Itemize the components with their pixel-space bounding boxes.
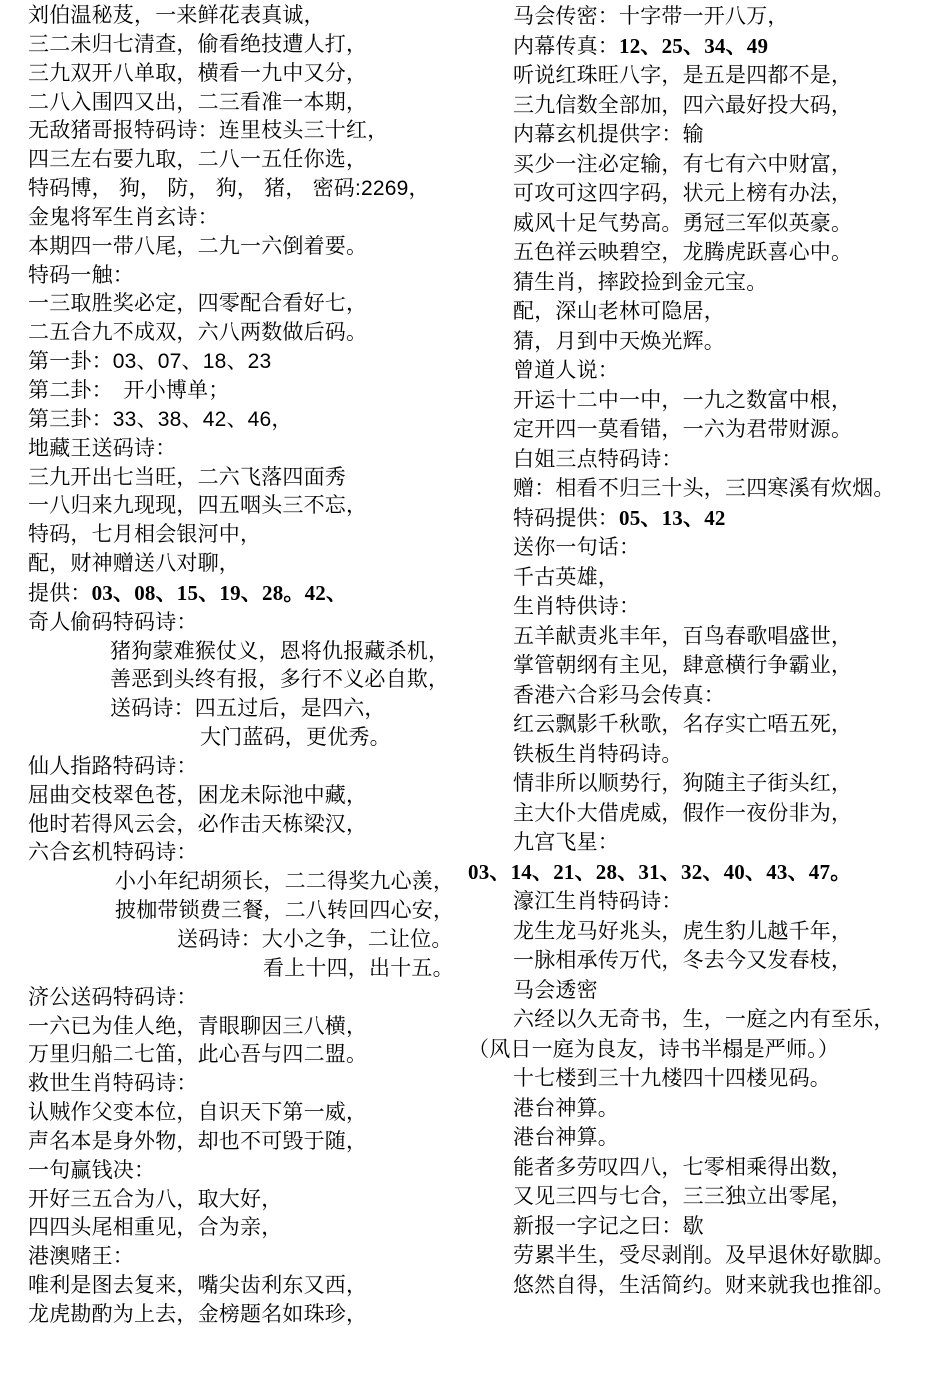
text-segment: 配，深山老林可隐居， — [513, 300, 725, 323]
text-segment: 小小年纪胡须长，二二得奖九心羡， — [115, 870, 455, 894]
text-segment: 白姐三点特码诗： — [513, 447, 683, 471]
text-segment: 看上十四，出十五。 — [263, 956, 454, 980]
text-line — [28, 146, 476, 175]
text-line — [513, 1241, 933, 1271]
text-segment: 送码诗：四五过后，是四六， — [110, 697, 386, 721]
text-segment: 一三取胜奖必定，四零配合看好七， — [28, 292, 368, 316]
text-segment: 大门蓝码，更优秀。 — [200, 726, 391, 750]
text-segment: 无敌猪哥报特码诗：连里枝头三十红， — [28, 119, 389, 143]
text-segment: 可攻可这四字码，状元上榜有办法， — [513, 182, 853, 205]
text-line — [28, 1128, 476, 1157]
text-segment: 一八归来九现现，四五咽头三不忘， — [28, 494, 368, 518]
text-line — [28, 319, 476, 348]
text-segment: 掌管朝纲有主见，肆意横行争霸业， — [513, 654, 853, 677]
text-line — [513, 740, 933, 770]
text-segment: 内幕传真： — [513, 34, 619, 58]
text-line — [513, 474, 933, 504]
text-line — [28, 233, 476, 262]
text-line — [513, 887, 933, 917]
text-line — [177, 926, 476, 955]
text-line — [513, 1094, 933, 1124]
text-segment: 一脉相承传万代，冬去今又发春枝， — [513, 949, 853, 972]
text-line — [28, 811, 476, 840]
text-line — [28, 464, 476, 493]
text-line — [28, 579, 476, 609]
text-segment: 金鬼将军生肖玄诗： — [28, 205, 219, 229]
text-segment: 声名本是身外物，却也不可毁于随， — [28, 1129, 368, 1153]
text-line — [513, 1123, 933, 1153]
text-segment: 港台神算。 — [513, 1126, 619, 1149]
text-line — [28, 406, 476, 435]
text-segment: 特码博， 狗， 防， 狗， 猪， 密码:2269， — [28, 177, 430, 201]
text-segment: 情非所以顺势行，狗随主子街头红， — [513, 772, 853, 795]
text-segment: 龙虎勘酌为上去，金榜题名如珠珍， — [28, 1302, 368, 1326]
text-segment: 本期四一带八尾，二九一六倒着要。 — [28, 234, 368, 258]
text-line — [513, 120, 933, 150]
text-segment: 九宫飞星： — [513, 831, 619, 854]
text-segment: 听说红珠旺八字，是五是四都不是， — [513, 64, 853, 87]
text-line — [513, 563, 933, 593]
text-segment: 万里归船二七笛，此心吾与四二盟。 — [28, 1043, 368, 1067]
text-segment: 特码，七月相会银河中， — [28, 523, 262, 547]
text-line — [28, 1301, 476, 1330]
text-line — [28, 31, 476, 60]
text-line — [513, 1182, 933, 1212]
text-segment: 猜生肖，摔跤捡到金元宝。 — [513, 270, 768, 294]
text-line — [28, 753, 476, 782]
text-line — [513, 179, 933, 209]
text-segment: 千古英雄， — [513, 565, 619, 589]
text-segment: 劳累半生，受尽剥削。及早退休好歇脚。 — [513, 1244, 895, 1267]
text-segment: 认贼作父变本位，自识天下第一威， — [28, 1101, 368, 1125]
text-line — [513, 91, 933, 121]
text-line — [28, 435, 476, 464]
text-segment: 特码一触： — [28, 263, 134, 287]
text-line — [28, 60, 476, 89]
text-segment: 曾道人说： — [513, 359, 619, 382]
text-segment: 香港六合彩马会传真： — [513, 683, 725, 707]
text-segment: 猜，月到中天焕光辉。 — [513, 329, 725, 353]
text-segment: 港澳赌王： — [28, 1245, 134, 1269]
text-line — [200, 724, 476, 753]
text-segment: 披枷带锁费三餐，二八转回四心安， — [115, 899, 455, 923]
text-line — [28, 1157, 476, 1186]
text-line — [513, 976, 933, 1006]
text-segment: 能者多劳叹四八，七零相乘得出数， — [513, 1155, 853, 1179]
text-segment: 马会传密：十字带一开八万， — [513, 5, 789, 28]
text-segment: 开运十二中一中，一九之数富中根， — [513, 388, 853, 412]
text-segment: 红云飘影千秋歌，名存实亡唔五死， — [513, 713, 853, 736]
text-segment: 十七楼到三十九楼四十四楼见码。 — [513, 1067, 831, 1090]
text-line — [115, 897, 476, 926]
text-segment: 奇人偷码特码诗： — [28, 610, 198, 634]
bold-numbers: 12、25、34、49 — [619, 33, 769, 58]
text-line — [28, 609, 476, 638]
text-line — [28, 204, 476, 233]
text-segment: 唯利是图去复来，嘴尖齿利东又西， — [28, 1274, 368, 1298]
text-segment: 一六已为佳人绝，青眼聊因三八横， — [28, 1014, 368, 1038]
text-segment: 猪狗蒙难猴仗义，恩将仇报藏杀机， — [110, 639, 450, 663]
text-line — [28, 175, 476, 204]
text-line — [115, 868, 476, 897]
text-segment: 定开四一莫看错，一六为君带财源。 — [513, 418, 853, 441]
text-line — [513, 917, 933, 947]
text-segment: 送码诗：大小之争，二让位。 — [177, 928, 453, 951]
text-segment: 内幕玄机提供字：输 — [513, 123, 704, 146]
text-line — [513, 61, 933, 91]
text-line — [28, 117, 476, 146]
text-segment: 配，财神赠送八对聊， — [28, 552, 240, 576]
text-line — [468, 858, 933, 888]
left-text-column — [28, 2, 476, 1330]
text-segment: 马会透密 — [513, 978, 598, 1002]
text-segment: 二八入围四又出，二三看准一本期， — [28, 90, 368, 114]
text-line — [513, 415, 933, 445]
text-line — [513, 445, 933, 475]
text-line — [513, 2, 933, 32]
text-line — [28, 1186, 476, 1215]
text-segment: 又见三四与七合，三三独立出零尾， — [513, 1185, 853, 1208]
text-segment: 五色祥云映碧空，龙腾虎跃喜心中。 — [513, 241, 853, 264]
text-line — [28, 521, 476, 550]
bold-numbers: 03、08、15、19、28。42、 — [91, 580, 348, 605]
text-segment: 赠：相看不归三十头，三四寒溪有炊烟。 — [513, 477, 895, 500]
text-line — [513, 297, 933, 327]
text-segment: 济公送码特码诗： — [28, 985, 198, 1009]
text-segment: 屈曲交枝翠色苍，困龙未际池中藏， — [28, 783, 368, 807]
text-segment: 第二卦： 开小博单； — [28, 378, 230, 402]
text-line — [28, 984, 476, 1013]
text-line — [513, 828, 933, 858]
text-segment: 三九双开八单取，横看一九中又分， — [28, 61, 368, 85]
text-line — [110, 666, 476, 695]
text-line — [28, 348, 476, 377]
text-line — [513, 1064, 933, 1094]
text-segment: 开好三五合为八，取大好， — [28, 1187, 283, 1211]
text-line — [513, 32, 933, 62]
text-line — [513, 710, 933, 740]
text-segment: 特码提供： — [513, 506, 619, 530]
text-segment: 善恶到头终有报，多行不义必自欺， — [110, 668, 450, 692]
text-line — [513, 1153, 933, 1183]
text-segment: 送你一句话： — [513, 536, 641, 559]
text-segment: 一句赢钱决： — [28, 1158, 156, 1182]
text-line — [513, 769, 933, 799]
text-line — [513, 504, 933, 534]
text-segment: 五羊献责兆丰年，百鸟春歌唱盛世， — [513, 624, 853, 648]
text-line — [28, 1013, 476, 1042]
text-segment: 地藏王送码诗： — [28, 436, 177, 460]
text-line — [513, 946, 933, 976]
text-segment: 悠然自得，生活简约。财来就我也推卻。 — [513, 1273, 895, 1297]
text-segment: 三九信数全部加，四六最好投大码， — [513, 93, 853, 117]
text-line — [513, 533, 933, 563]
text-segment: 三二未归七清查，偷看绝技遭人打， — [28, 32, 368, 56]
text-line — [513, 592, 933, 622]
text-segment: 港台神算。 — [513, 1096, 619, 1120]
text-segment: 他时若得风云会，必作击天栋梁汉， — [28, 812, 368, 836]
text-segment: 买少一注必定输，有七有六中财富， — [513, 152, 853, 176]
text-line — [513, 1005, 933, 1035]
text-segment: 救世生肖特码诗： — [28, 1072, 198, 1096]
text-segment: 四三左右要九取，二八一五任你选， — [28, 148, 368, 172]
text-line — [513, 622, 933, 652]
text-segment: 二五合九不成双，六八两数做后码。 — [28, 321, 368, 345]
text-line — [513, 150, 933, 180]
text-segment: 新报一字记之曰：歇 — [513, 1214, 704, 1238]
text-segment: 刘伯温秘芨，一来鲜花表真诚， — [28, 4, 325, 27]
text-line — [110, 695, 476, 724]
text-line — [513, 327, 933, 357]
text-line — [28, 492, 476, 521]
text-line — [28, 839, 476, 868]
text-segment: 龙生龙马好兆头，虎生豹儿越千年， — [513, 919, 853, 943]
text-segment: 濠江生肖特码诗： — [513, 890, 683, 913]
text-line — [28, 782, 476, 811]
text-segment: 生肖特供诗： — [513, 595, 641, 618]
text-segment: 威风十足气势高。勇冠三军似英豪。 — [513, 211, 853, 235]
text-line — [28, 1243, 476, 1272]
text-segment: 四四头尾相重见，合为亲， — [28, 1216, 283, 1240]
text-line — [263, 955, 476, 984]
text-line — [513, 386, 933, 416]
text-line — [513, 681, 933, 711]
bold-numbers: 03、14、21、28、31、32、40、43、47。 — [468, 859, 852, 884]
bold-numbers: 05、13、42 — [619, 505, 726, 530]
text-line — [513, 238, 933, 268]
right-text-column — [468, 2, 933, 1300]
text-segment: 铁板生肖特码诗。 — [513, 742, 683, 766]
text-line — [28, 1070, 476, 1099]
text-segment: 第一卦：03、07、18、23 — [28, 350, 272, 374]
text-line — [28, 1214, 476, 1243]
text-line — [468, 1035, 933, 1065]
text-segment: 主大仆大借虎威，假作一夜份非为， — [513, 801, 853, 825]
text-segment: 三九开出七当旺，二六飞落四面秀 — [28, 465, 346, 489]
text-line — [513, 209, 933, 239]
text-segment: 提供： — [28, 581, 92, 605]
text-segment: 六经以久无奇书，生，一庭之内有至乐， — [513, 1008, 895, 1031]
text-line — [513, 1212, 933, 1242]
text-line — [28, 550, 476, 579]
text-line — [513, 356, 933, 386]
text-line — [28, 262, 476, 291]
text-line — [28, 89, 476, 118]
text-segment: 六合玄机特码诗： — [28, 841, 198, 865]
text-line — [513, 799, 933, 829]
text-segment: 第三卦：33、38、42、46， — [28, 407, 293, 431]
text-segment: 仙人指路特码诗： — [28, 754, 198, 778]
text-line — [110, 638, 476, 667]
text-line — [513, 651, 933, 681]
text-line — [28, 2, 476, 31]
text-line — [28, 1272, 476, 1301]
text-line — [28, 1041, 476, 1070]
text-line — [513, 1271, 933, 1301]
text-line — [513, 268, 933, 298]
text-line — [28, 290, 476, 319]
text-line — [28, 377, 476, 406]
text-line — [28, 1099, 476, 1128]
text-segment: （风日一庭为良友，诗书半榻是严师。） — [468, 1037, 840, 1061]
